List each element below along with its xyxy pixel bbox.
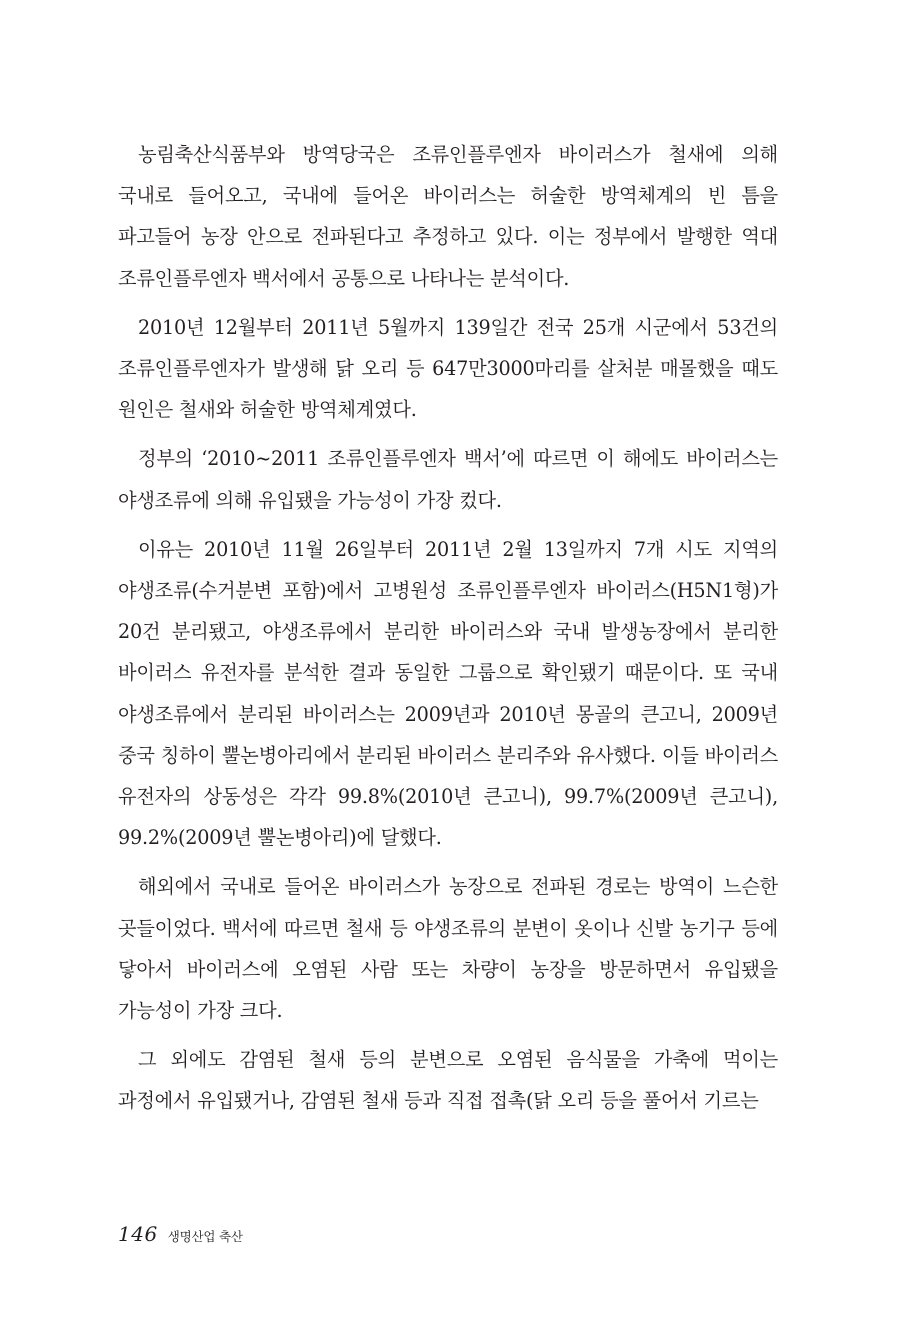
- paragraph: 그 외에도 감염된 철새 등의 분변으로 오염된 음식물을 가축에 먹이는 과정에서 유입됐거나, 감염된 철새 등과 직접 접촉(닭 오리 등을 풀어서 기르는: [118, 1048, 778, 1113]
- paragraph: 농림축산식품부와 방역당국은 조류인플루엔자 바이러스가 철새에 의해 국내로 들어오고, 국내에 들어온 바이러스는 허술한 방역체계의 빈 틈을 파고들어 농장 안으로 전파된다고 추정하고 있다. 이는 정부에서 발행한 역대 조류인플루엔자 백서에서 공통으로 나타나는 분석이다.: [118, 143, 778, 290]
- paragraph: 2010년 12월부터 2011년 5월까지 139일간 전국 25개 시군에서 53건의 조류인플루엔자가 발생해 닭 오리 등 647만3000마리를 살처분 매몰했을 때도 원인은 철새와 허술한 방역체계였다.: [118, 315, 778, 422]
- paragraph: 해외에서 국내로 들어온 바이러스가 농장으로 전파된 경로는 방역이 느슨한 곳들이었다. 백서에 따르면 철새 등 야생조류의 분변이 옷이나 신발 농기구 등에 닿아서 바이러스에 오염된 사람 또는 차량이 농장을 방문하면서 유입됐을 가능성이 가장 크다.: [118, 875, 778, 1023]
- page-number: 146: [118, 1222, 158, 1246]
- paragraph: 정부의 ‘2010~2011 조류인플루엔자 백서’에 따르면 이 해에도 바이러스는 야생조류에 의해 유입됐을 가능성이 가장 컸다.: [118, 447, 778, 512]
- page-footer: [118, 1222, 243, 1252]
- body-text: [118, 134, 778, 1130]
- paragraph: 이유는 2010년 11월 26일부터 2011년 2월 13일까지 7개 시도 지역의 야생조류(수거분변 포함)에서 고병원성 조류인플루엔자 바이러스(H5N1형)가 20건 분리됐고, 야생조류에서 분리한 바이러스와 국내 발생농장에서 분리한 바이러스 유전자를 분석한 결과 동일한 그룹으로 확인됐기 때문이다. 또 국내 야생조류에서 분리된 바이러스는 2009년과 2010년 몽골의 큰고니, 2009년 중국 칭하이 뿔논병아리에서 분리된 바이러스 분리주와 유사했다. 이들 바이러스 유전자의 상동성은 각각 99.8%(2010년 큰고니), 99.7%(2009년 큰고니), 99.2%(2009년 뿔논병아리)에 달했다.: [118, 537, 778, 850]
- running-title: 생명산업 축산: [167, 1229, 243, 1244]
